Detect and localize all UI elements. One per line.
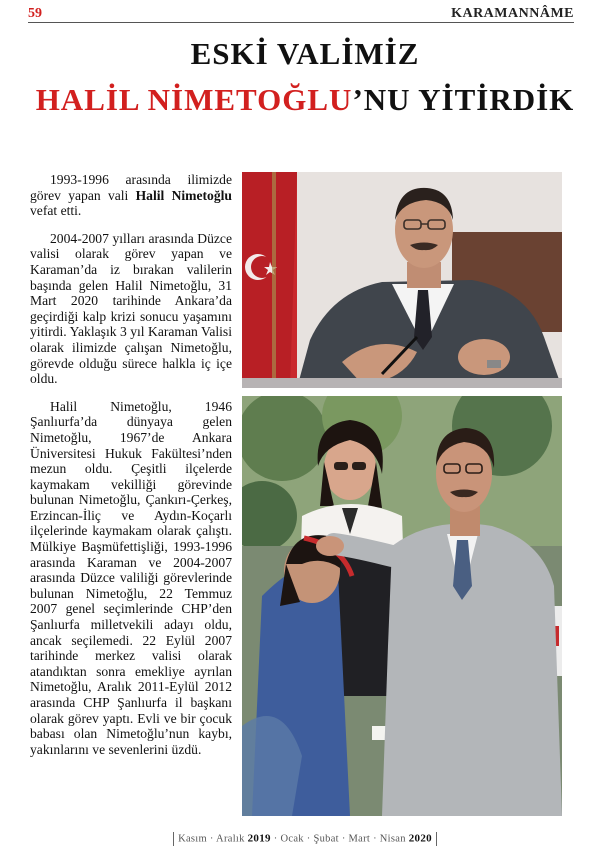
article-body — [30, 172, 232, 769]
page-header — [28, 6, 574, 22]
paragraph-3: Halil Nimetoğlu, 1946 Şanlıurfa’da dünyaya gelen Nimetoğlu, 1967’de Ankara Üniversitesi Hukuk Fakültesi’nden mezun oldu. Çeşitli ilçelerde kaymakam vekilliği görevinde bulunan Nimetoğlu, Çankırı-Çerkeş, Erzincan-İliç ve Aydın-Koçarlı ilçelerinde kaymakam olarak çalıştı. Mülkiye Başmüfettişliği, 1993-1996 arasında Karaman ve 2004-2007 arasında Düzce valiliği görevlerinde bulunan Nimetoğlu, 22 Temmuz 2007 genel seçimlerinde CHP’den Şanlıurfa milletvekili adayı oldu, ancak seçilemedi. 22 Eylül 2007 tarihinde merkez valisi olarak atandıktan sonra emekliye ayrılan Nimetoğlu, Aralık 2011-Eylül 2012 arasında CHP Şanlıurfa il başkanı olarak görev yaptı. Evli ve bir çocuk babası olan Nimetoğlu’nun kaybı, yakınlarını ve sevenlerini üzdü. — [30, 398, 232, 757]
footer-months-1: Kasım · Aralık — [178, 833, 245, 845]
headline-suffix: ’NU YİTİRDİK — [352, 82, 575, 117]
header-divider — [28, 22, 574, 23]
footer-months-2: · Ocak · Şubat · Mart · Nisan — [270, 833, 409, 845]
page-footer — [0, 832, 610, 846]
footer-year-2: 2020 — [408, 832, 432, 845]
headline-line1: ESKİ VALİMİZ — [190, 36, 420, 71]
magazine-name: KARAMANNÂME — [451, 6, 574, 21]
page-number: 59 — [28, 6, 42, 21]
paragraph-2: 2004-2007 yılları arasında Düzce valisi olarak görev yapan ve Karaman’da iz bırakan valilerin başında gelen Halil Nimetoğlu, 31 Mart 2020 tarihinde Ankara’da geçirdiği kalp krizi sonucu yaşamını yitirdi. Yaklaşık 3 yıl Karaman Valisi olarak ilimizde çalışan Nimetoğlu, görevde olduğu sürece halkla iç içe oldu. — [30, 230, 232, 387]
footer-year-1: 2019 — [247, 832, 271, 845]
paragraph-1: 1993-1996 arasında ilimizde görev yapan vali Halil Nimetoğlu vefat etti. — [30, 172, 232, 219]
bold-name: Halil Nimetoğlu — [135, 187, 232, 203]
headline-name: HALİL NİMETOĞLU — [35, 82, 353, 117]
ceremony-photo — [242, 396, 562, 816]
portrait-photo — [242, 172, 562, 388]
headline-line2 — [0, 82, 610, 118]
